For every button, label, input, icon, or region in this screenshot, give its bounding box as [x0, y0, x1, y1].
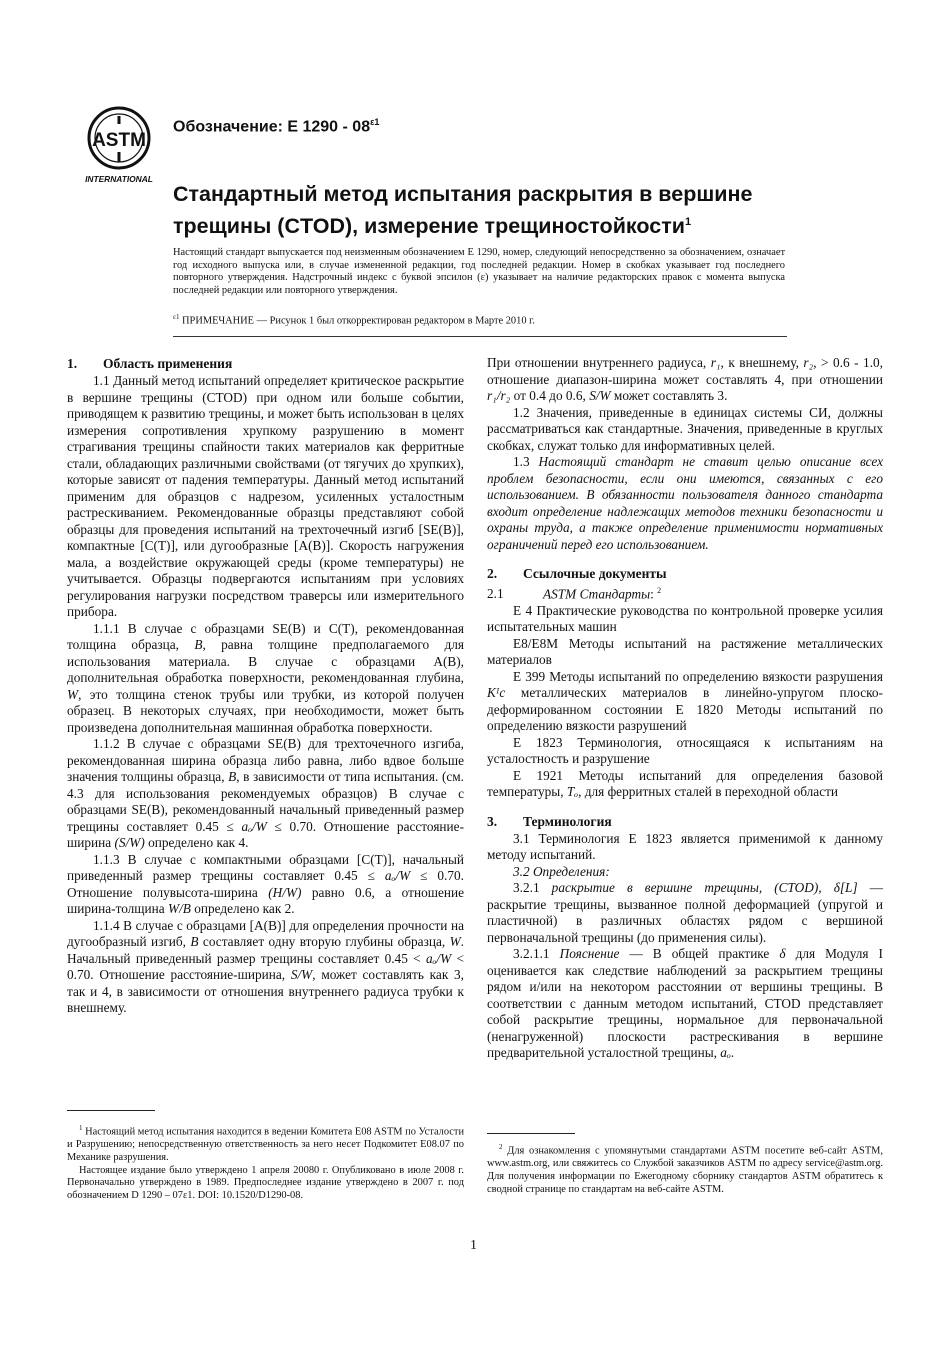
left-column: [67, 355, 464, 1017]
header-divider: [173, 336, 787, 337]
para-3-2-1-1: 3.2.1.1 Пояснение — В общей практике δ для Модуля I оценивается как следствие наблюдений за раскрытием трещины рядом и/или на некотором расстоянии от вершины трещины. В соответствии с данным методом испытаний, CTOD представляет собой раскрытие трещины, нормальное для первоначальной (ненагруженной) плоскости растрескивания в вершине предварительной усталостной трещины, aₒ.: [487, 946, 883, 1061]
footnote-rule-right: [487, 1133, 575, 1134]
para-1-2: 1.2 Значения, приведенные в единицах системы СИ, должны рассматриваться как стандартные. Значения, приведенные в круглых скобках, служат только для информативных целей.: [487, 404, 883, 453]
page-number: 1: [470, 1238, 477, 1253]
ref-e1823: E 1823 Терминология, относящаяся к испытаниям на усталостность и разрушение: [487, 734, 883, 767]
ref-e8: E8/E8M Методы испытаний на растяжение металлических материалов: [487, 635, 883, 668]
designation: Обозначение: E $1290 - 08^{\varepsilon 1}$: [173, 117, 380, 136]
para-3-2: 3.2 Определения:: [513, 863, 610, 879]
editorial-note: $^{\varepsilon 1}$ ПРИМЕЧАНИЕ — Рисунок 1 был откорректирован редактором в Марте 2010 г.: [173, 313, 535, 327]
section-3-heading: 3. Терминология: [487, 813, 612, 829]
para-2-1: 2.1 ASTM Стандарты: $^2$: [487, 586, 662, 602]
para-1-1-2: 1.1.2 В случае с образцами SE(B) для трехточечного изгиба, рекомендованная ширина образца либо равна, либо вдвое больше значения толщины образца, B, в зависимости от типа испытания. (см. 4.3 для использования рекомендуемых образцов) В случае с образцами SE(B), рекомендованный начальный приведенный размер трещины составляет 0.45 ≤ aₒ/W ≤ 0.70. Отношение расстояние-ширина (S/W) определено как 4.: [67, 736, 465, 850]
astm-logo: [78, 104, 160, 186]
logo-text: ASTM: [92, 130, 146, 151]
para-1-1-4: 1.1.4 В случае с образцами [A(B)] для определения прочности на дугообразный изгиб, B составляет одну вторую глубины образца, W. Начальный приведенный размер трещины составляет 0.45 < aₒ/W < 0.70. Отношение расстояние-ширина, S/W, может составлять как 3, так и 4, в зависимости от отношения внутреннего радиуса трубки к внешнему.: [67, 917, 465, 1015]
page-title: Стандартный метод испытания раскрытия в вершине трещины (CTOD), измерение трещиностойкости$^1$: [173, 182, 753, 239]
ref-e4: E 4 Практические руководства по контрольной проверке усилия испытательных машин: [487, 602, 883, 635]
logo-subtext: INTERNATIONAL: [85, 174, 153, 184]
ref-e399: E 399 Методы испытаний по определению вязкости разрушения Kᴵc металлических материалов в линейно-упругом плоско-деформированном состоянии E 1820 Методы испытаний по определению вязкости разрушений: [487, 668, 883, 734]
footnote-1: $^1$ Настоящий метод испытания находится в ведении Комитета E08 ASTM по Усталости и Разрушению; непосредственную ответственность за него несет Подкомитет E08.07 по Механике разрушения. Настоящее издание было утверждено 1 апреля 20080 г. Опубликовано в июле 2008 г. Первоначально утверждено в 1989. Предпоследнее издание утверждено в 2007 г. под обозначением D 1290 – 07ε1. DOI: 10.1520/D1290-08.: [67, 1124, 464, 1201]
para-1-1-3: 1.1.3 В случае с компактными образцами [C(T)], начальный приведенный размер трещины составляет 0.45 ≤ aₒ/W ≤ 0.70. Отношение полувысота-ширина (H/W) равно 0.6, а отношение ширина-толщина W/B определено как 2.: [67, 851, 464, 916]
para-1-3: 1.3 Настоящий стандарт не ставит целью описание всех проблем безопасности, если они имеются, связанных с его использованием. В обязанности пользователя данного стандарта входит определение надлежащих методов техники безопасности и охраны труда, а также определение применимости нормативных ограничений перед его использованием.: [487, 454, 883, 552]
ref-e1921: E 1921 Методы испытаний для определения базовой температуры, Tₒ, для ферритных сталей в переходной области: [487, 767, 883, 800]
para-1-1-1: 1.1.1 В случае с образцами SE(B) и C(T), рекомендованная толщина образца, B, равна толщине предполагаемого для использования материала. В случае с образцами A(B), дополнительная обработка поверхности, рекомендованная глубина, W, это толщина стенок трубы или трубки, из которой получен образец. В некоторых случаях, при необходимости, может быть произведена дополнительная машинная обработка поверхности.: [67, 620, 465, 735]
section-2-heading: 2. Ссылочные документы: [487, 566, 667, 581]
section-1-heading: 1. Область применения: [67, 356, 233, 371]
para-3-2-1: 3.2.1 раскрытие в вершине трещины, (CTOD), δ[L] — раскрытие трещины, вызванное полной деформацией (упругой и пластичной) в различных областях рядом с вершиной первоначальной трещины (до применения силы).: [487, 880, 883, 945]
footnote-2: $^2$ Для ознакомления с упомянутыми стандартами ASTM посетите веб-сайт ASTM, www.astm.org, или свяжитесь со Службой заказчиков ASTM по адресу service@astm.org. Для получения информации по Ежегодному сборнику стандартов ASTM обратитесь к сводной странице по стандартам на веб-сайте ASTM.: [487, 1143, 883, 1195]
para-1-1-4-continued: При отношении внутреннего радиуса, r₁, к внешнему, r₂, > 0.6 - 1.0, отношение диапазон-ширина может составлять 4, при отношении r₁/r₂ от 0.4 до 0.6, S/W может составлять 3.: [487, 355, 883, 403]
para-3-1: 3.1 Терминология E 1823 является применимой к данному методу испытаний.: [487, 830, 883, 863]
footnote-rule-left: [67, 1110, 155, 1111]
intro-paragraph: Настоящий стандарт выпускается под неизменным обозначением Е 1290, номер, следующий непосредственно за обозначением, означает год исходного выпуска или, в случае измененной редакции, год последней редакции. Номер в скобках указывает год последнего повторного утверждения. Надстрочный индекс с буквой эпсилон (ε) указывает на наличие редакторских правок с момента выпуска последней редакции или повторного утверждения.: [173, 247, 785, 296]
right-column: [487, 355, 883, 1062]
para-1-1: 1.1 Данный метод испытаний определяет критическое раскрытие в вершине трещины (CTOD) при одном или больше событии, приводящем к развитию трещины, и может быть использован в целях измерения сопротивления хрупкому разрушению в момент страгивания трещины спайности таких материалов как ферритные стали, обладающих различными свойствами (от тягучих до хрупких), которые зависят от падения температуры. Данный метод испытаний применим для образцов с надрезом, усиленных усталостным растрескиванием. Рекомендованные образцы представляют собой образцы для проведения испытаний на трехточечный изгиб [SE(B)], компактные [C(T)], или дугообразные [A(B)]. Скорость нагружения мала, а воздействие окружающей среды (кроме температуры) не учитывается. Образцы подвергаются испытаниям при условиях регулирования нагрузки посредством траверсы или измерительного прибора.: [67, 373, 464, 619]
